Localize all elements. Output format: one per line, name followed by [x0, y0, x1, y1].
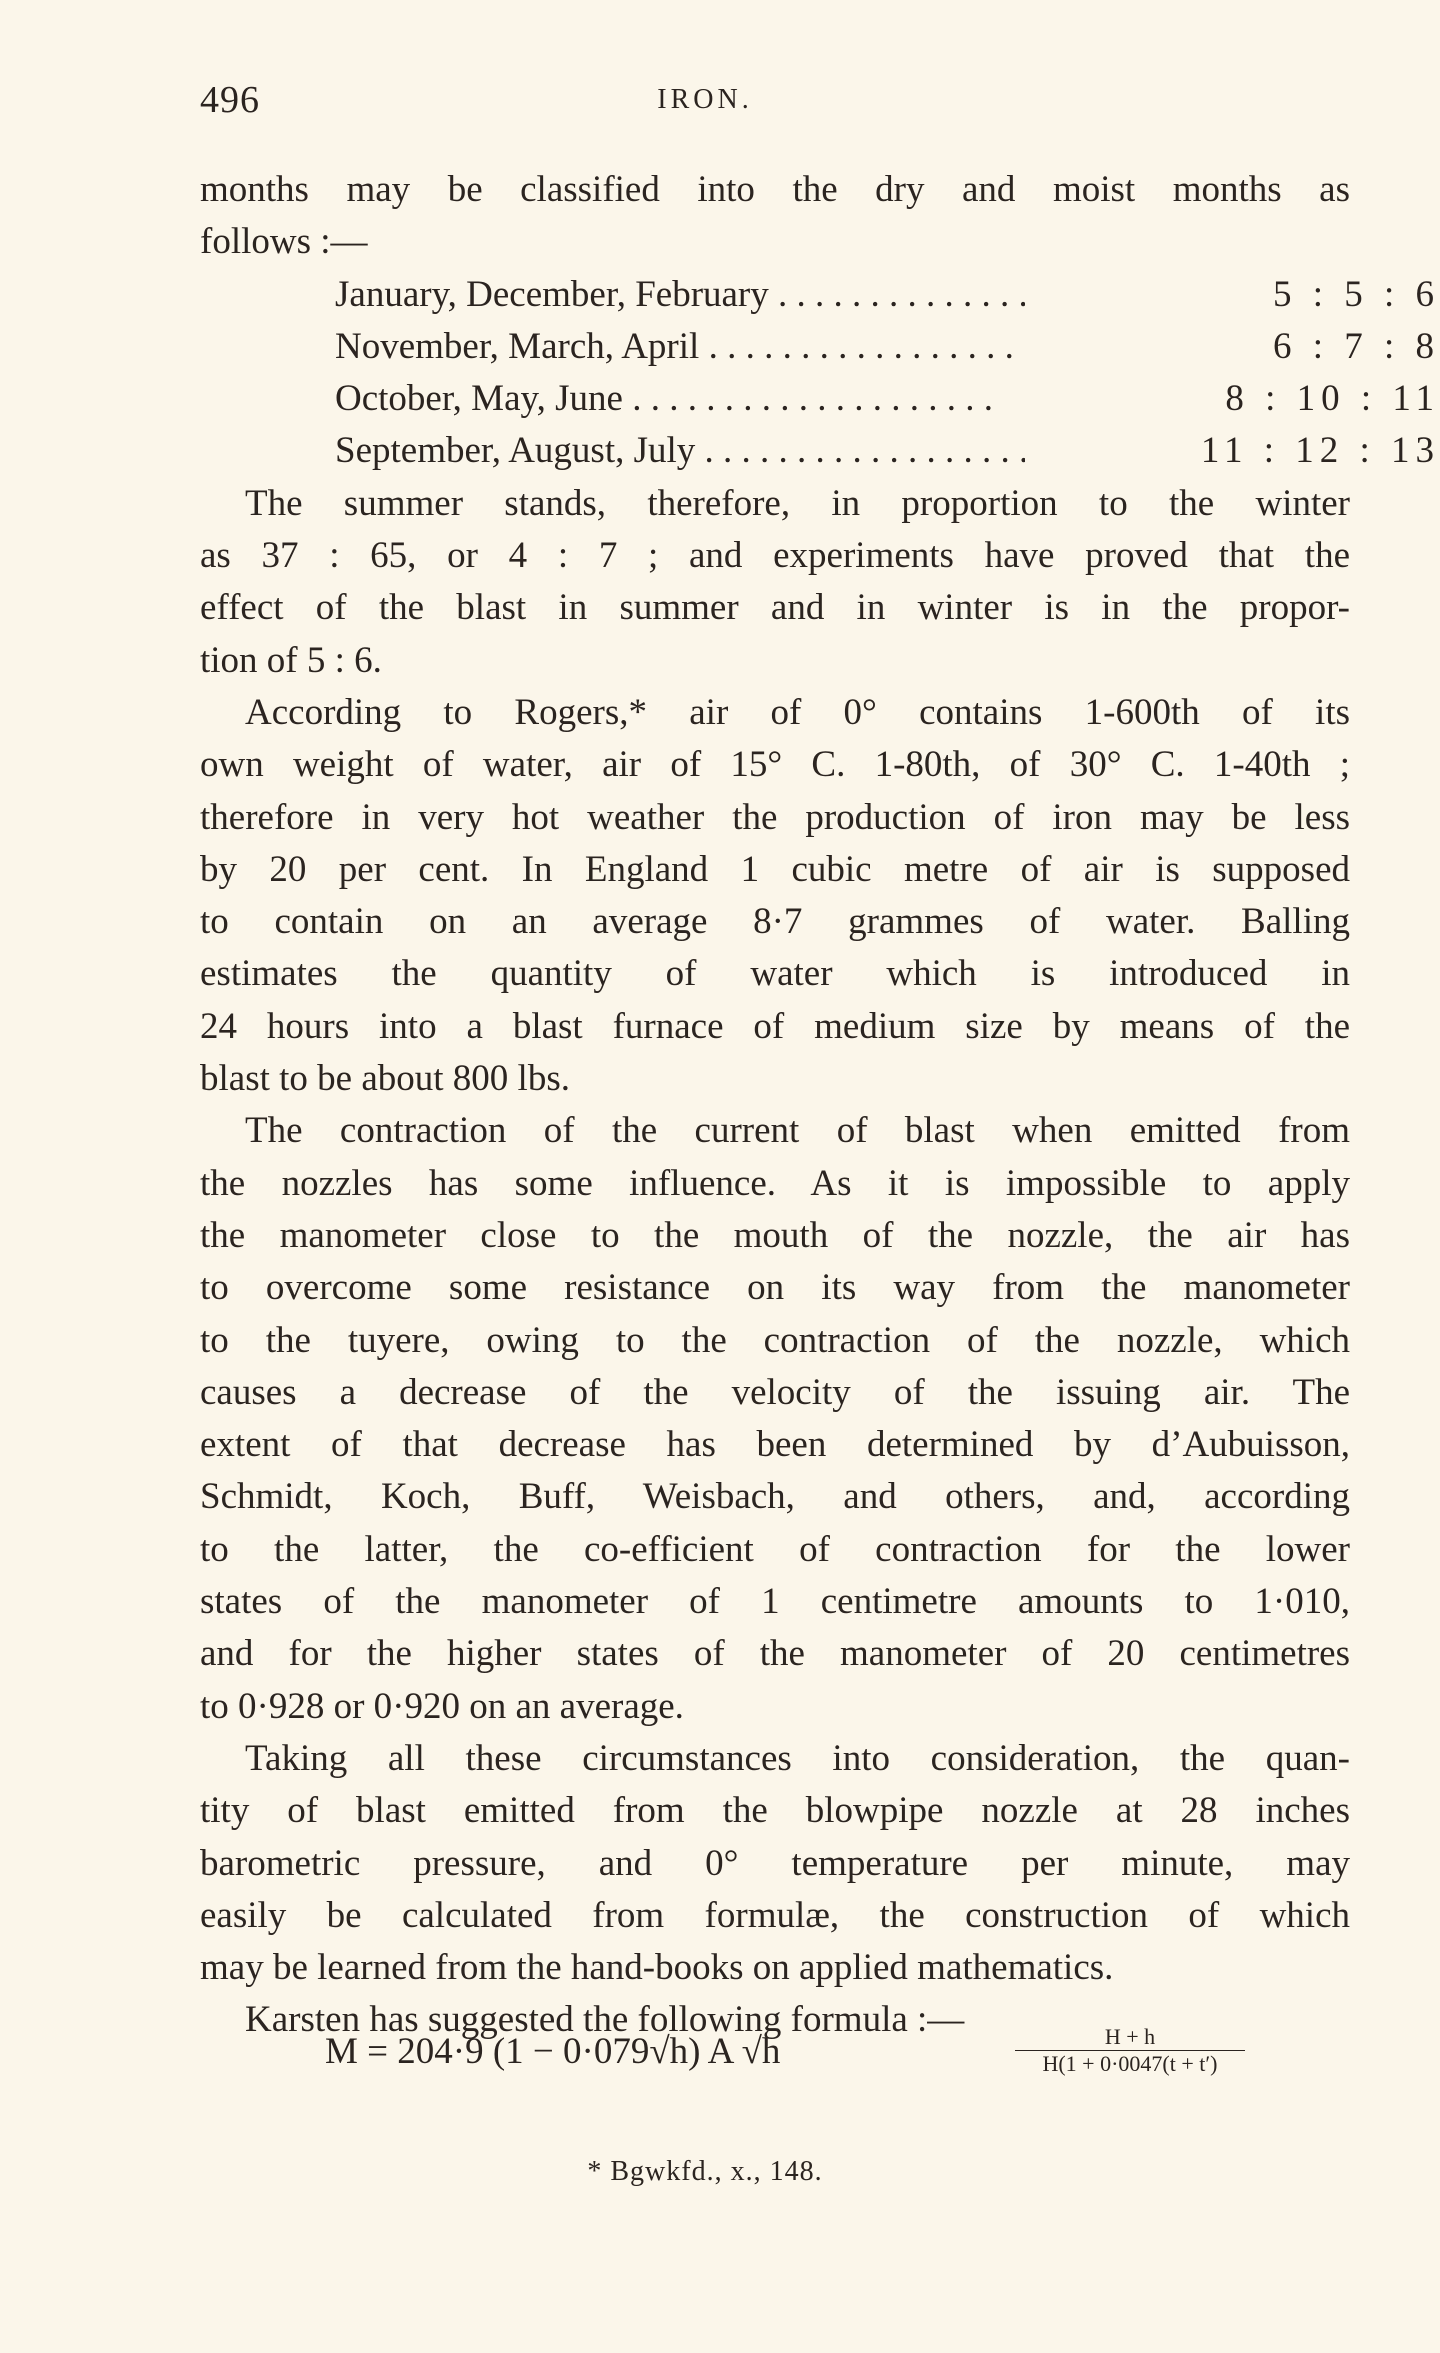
- formula-numerator: H + h: [1015, 2024, 1245, 2051]
- text-line: and for the higher states of the manometer of 20 centimetres: [200, 1633, 1350, 1675]
- text-line: tion of 5 : 6.: [200, 639, 382, 681]
- text-line: to contain on an average 8·7 grammes of water. Balling: [200, 901, 1350, 943]
- body-text: [200, 164, 1440, 2047]
- text-line: by 20 per cent. In England 1 cubic metre of air is supposed: [200, 848, 1350, 890]
- footnote: * Bgwkfd., x., 148.: [587, 2156, 823, 2187]
- text-line: 24 hours into a blast furnace of medium size by means of the: [200, 1005, 1350, 1047]
- formula-main: M = 204·9 (1 − 0·079√h) A √h: [325, 2031, 781, 2072]
- karsten-formula: [325, 2024, 1255, 2090]
- text-line: tity of blast emitted from the blowpipe nozzle at 28 inches: [200, 1790, 1350, 1832]
- table-months: November, March, April . . .: [335, 321, 1165, 373]
- table-row: [200, 269, 1440, 321]
- text-line: Karsten has suggested the following formula :—: [245, 1999, 965, 2041]
- table-ratio: 6 : 7 : 8: [1025, 321, 1440, 373]
- table-months: October, May, June . . .: [335, 373, 1165, 425]
- text-line: the nozzles has some influence. As it is impossible to apply: [200, 1162, 1350, 1204]
- text-line: to overcome some resistance on its way from the manometer: [200, 1267, 1350, 1309]
- text-line: According to Rogers,* air of 0° contains 1-600th of its: [245, 691, 1350, 733]
- text-line: own weight of water, air of 15° C. 1-80th, of 30° C. 1-40th ;: [200, 744, 1350, 786]
- table-months: January, December, February . . .: [335, 269, 1165, 321]
- formula-denominator: H(1 + 0·0047(t + t′): [1042, 2051, 1218, 2076]
- text-line: may be learned from the hand-books on applied mathematics.: [200, 1947, 1114, 1989]
- table-ratio: 5 : 5 : 6: [1025, 269, 1440, 321]
- text-line: states of the manometer of 1 centimetre amounts to 1·010,: [200, 1581, 1350, 1623]
- text-line: The summer stands, therefore, in proportion to the winter: [245, 482, 1350, 524]
- text-line: to 0·928 or 0·920 on an average.: [200, 1685, 684, 1727]
- text-line: therefore in very hot weather the production of iron may be less: [200, 796, 1350, 838]
- text-line: the manometer close to the mouth of the nozzle, the air has: [200, 1214, 1350, 1256]
- text-line: as 37 : 65, or 4 : 7 ; and experiments have proved that the: [200, 535, 1350, 577]
- text-line: The contraction of the current of blast when emitted from: [245, 1110, 1350, 1152]
- text-line: causes a decrease of the velocity of the issuing air. The: [200, 1371, 1350, 1413]
- running-head: IRON.: [657, 84, 753, 115]
- text-line: blast to be about 800 lbs.: [200, 1058, 570, 1100]
- table-months: September, August, July . . .: [335, 425, 1165, 477]
- text-line: effect of the blast in summer and in winter is in the propor-: [200, 587, 1350, 629]
- table-row: [200, 373, 1440, 425]
- text-line: extent of that decrease has been determined by d’Aubuisson,: [200, 1424, 1350, 1466]
- table-row: [200, 425, 1440, 477]
- text-line: months may be classified into the dry and moist months as: [200, 169, 1350, 210]
- text-line: barometric pressure, and 0° temperature per minute, may: [200, 1842, 1350, 1884]
- text-line: follows :—: [200, 221, 368, 263]
- text-line: Schmidt, Koch, Buff, Weisbach, and others, and, according: [200, 1476, 1350, 1518]
- table-ratio: 11 : 12 : 13: [1025, 425, 1440, 477]
- text-line: estimates the quantity of water which is introduced in: [200, 953, 1350, 995]
- page-number: 496: [200, 79, 260, 121]
- table-ratio: 8 : 10 : 11: [1025, 373, 1440, 425]
- text-line: easily be calculated from formulæ, the construction of which: [200, 1894, 1350, 1936]
- formula-fraction: [1015, 2024, 1245, 2077]
- text-line: Taking all these circumstances into consideration, the quan-: [245, 1737, 1350, 1779]
- table-row: [200, 321, 1440, 373]
- text-line: to the latter, the co-efficient of contraction for the lower: [200, 1528, 1350, 1570]
- text-line: to the tuyere, owing to the contraction of the nozzle, which: [200, 1319, 1350, 1361]
